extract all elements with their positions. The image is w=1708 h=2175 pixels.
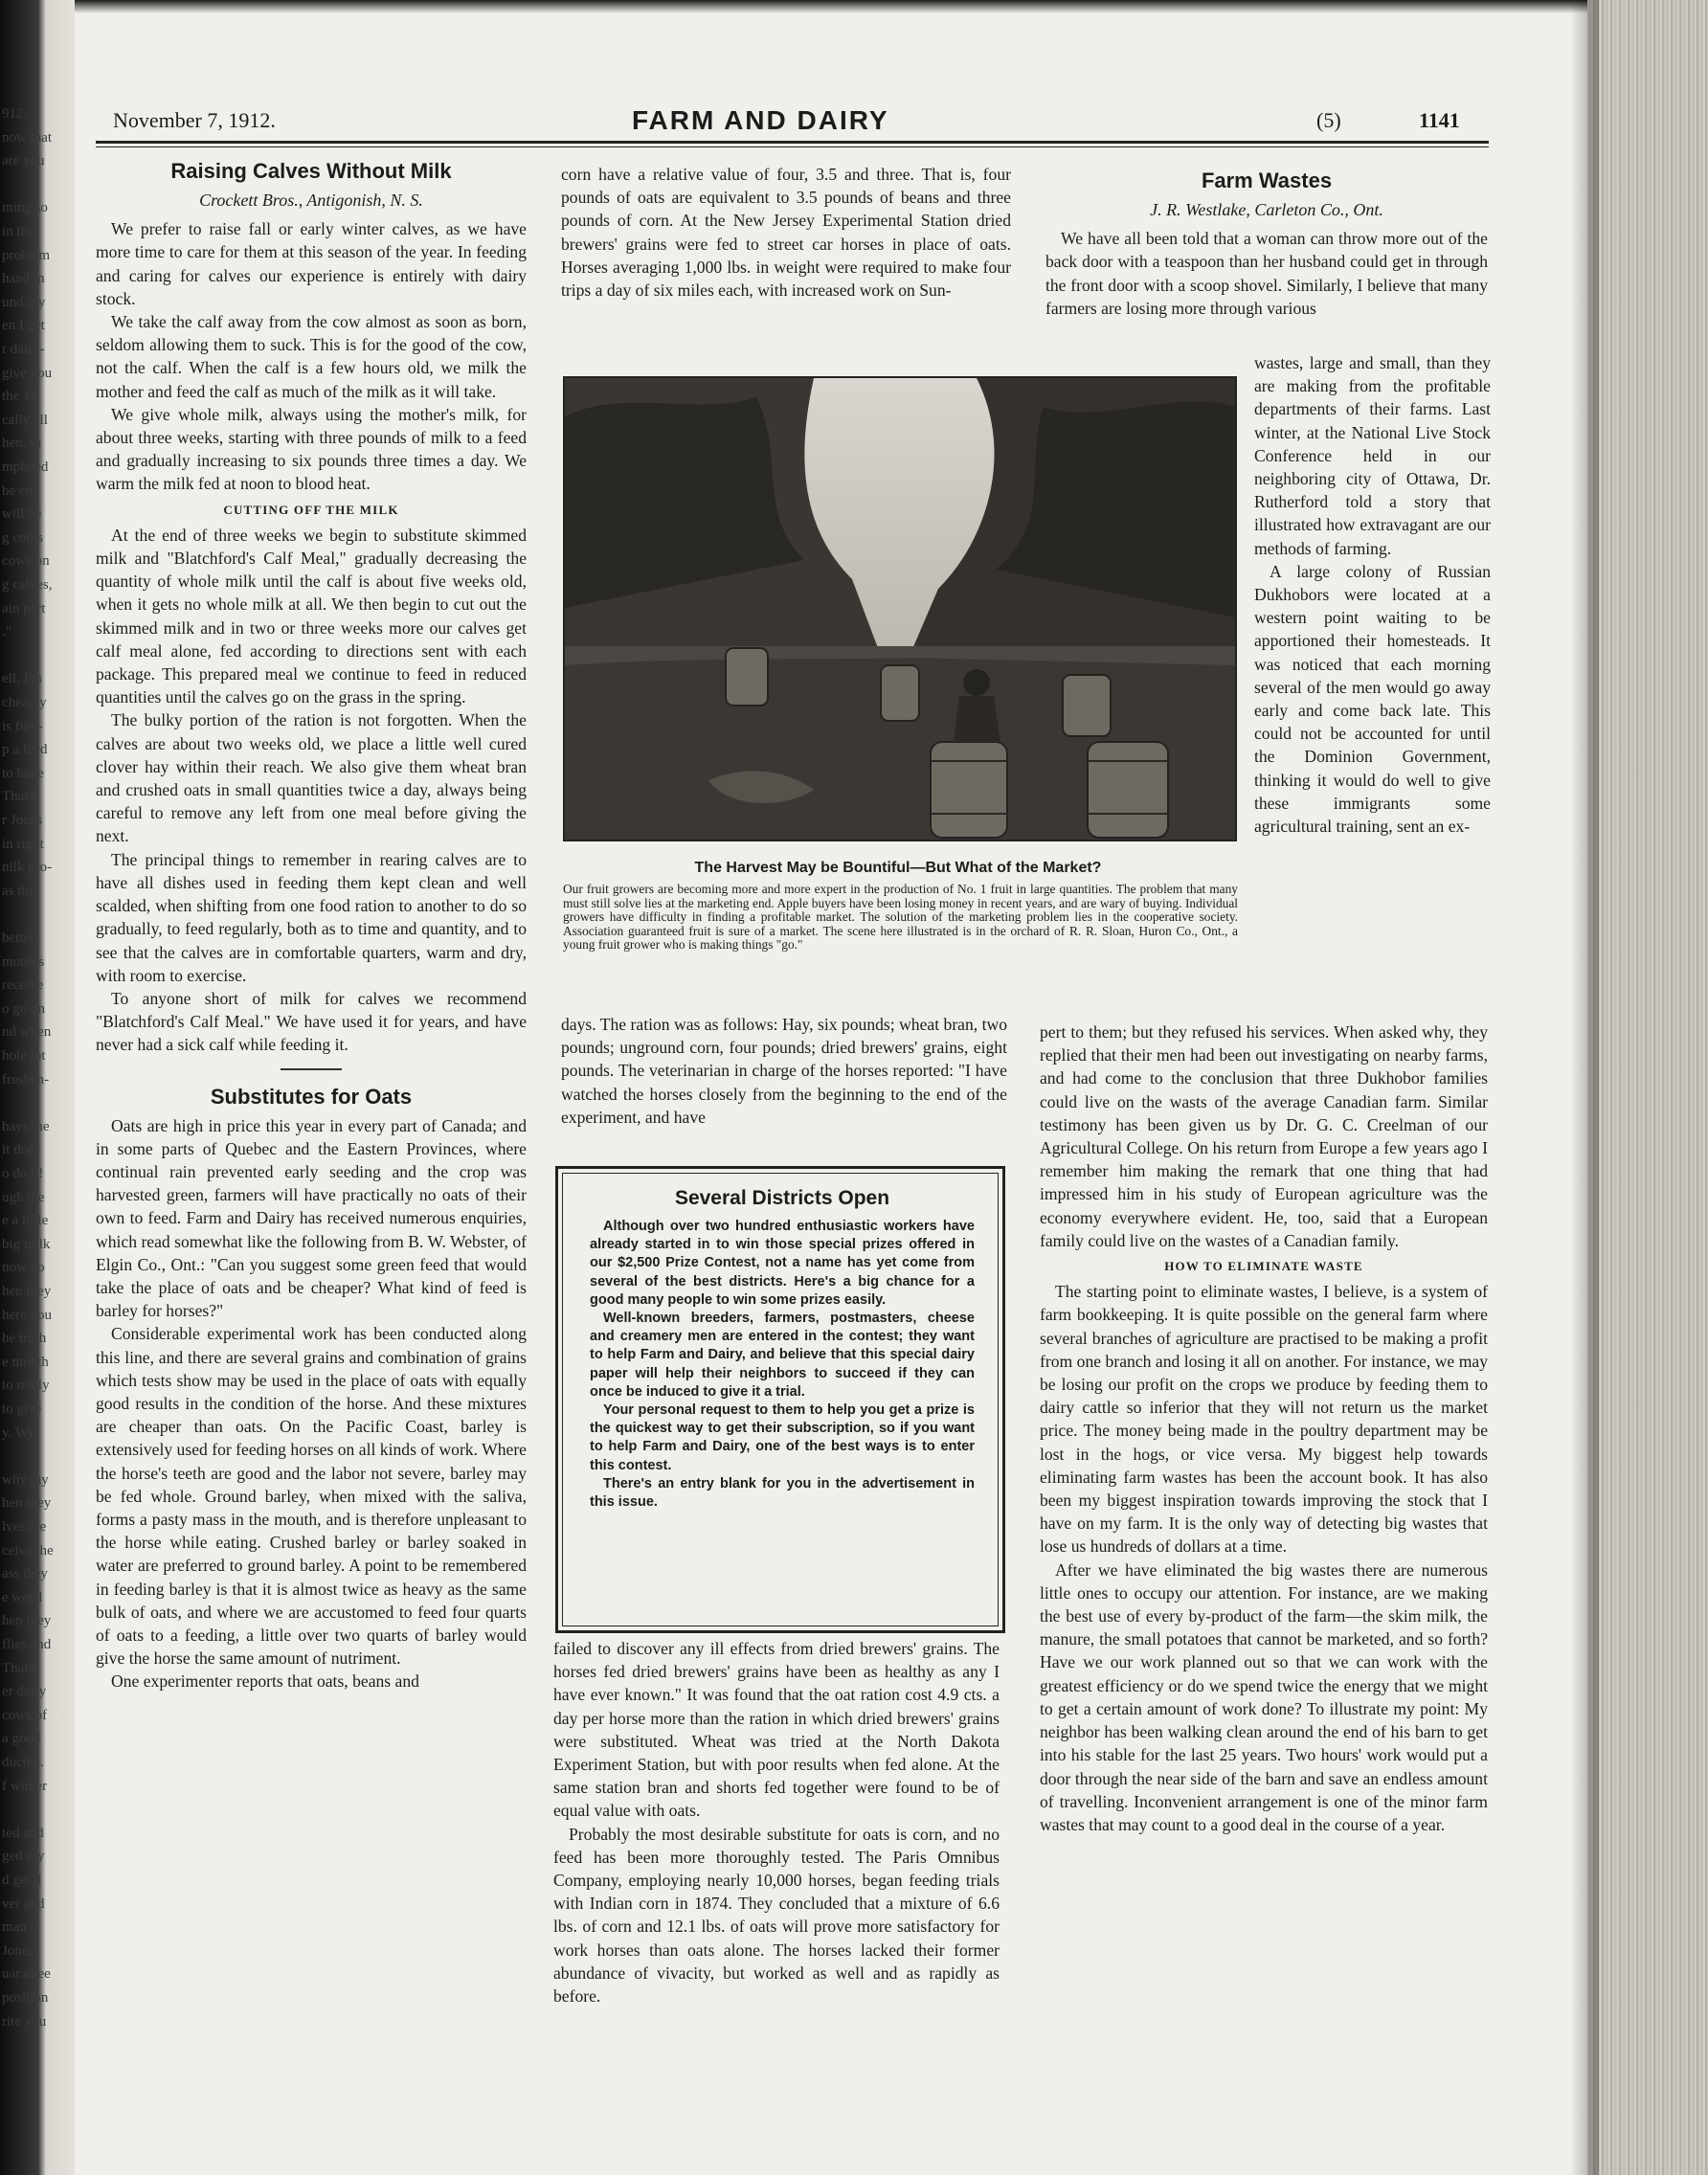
paragraph: The starting point to eliminate wastes, I believe, is a system of farm bookkeeping. It is quite possible on the general farm where several branches of agriculture are practised to be making a profit from one branch and losing it all on another. For instance, we may be losing our profit on the crops we produce by feeding them to dairy cattle so inferior that they will not return us the market price. The money being made in the poultry department may be lost in the hogs, or vice versa. My biggest help towards eliminating farm wastes has been the account book. It has also been my biggest inspiration towards improving the stock that I have on my farm. It is the only way of detecting big wastes that lose us hundreds of dollars at a time. [1040,1282,1488,1557]
margin-fragment: d get d [2,1872,41,1888]
scan-top-shadow [75,0,1587,13]
margin-fragment: are you [2,153,45,169]
margin-fragment: here you [2,1307,53,1323]
margin-fragment: o do it! [2,1166,44,1181]
article-body-calves-part1 [96,217,527,495]
margin-fragment: ducted. [2,1755,44,1770]
column-middle-top [561,163,1011,302]
margin-fragment: will be [2,506,42,523]
article-body-oats [96,1114,527,1693]
margin-fragment: hen they [2,1495,52,1512]
margin-fragment: g calves, [2,577,53,593]
margin-fragment: problem [2,247,50,263]
margin-fragment: lves are [2,1519,47,1535]
prize-contest-title: Several Districts Open [674,1187,890,1209]
paragraph: We take the calf away from the cow almost as soon as born, seldom allowing them to suck. This is for the good of the cow, not the calf. When the calf is a few hours old, we milk the mother and feed the calf as much of the milk as it will take. [96,312,527,401]
margin-fragment: cally all [2,412,48,428]
column-middle-mid [561,1013,1007,1129]
paragraph: failed to discover any ill effects from dried brewers' grains. The horses fed dried brewers' grains have been as healthy as any I have ever known." It was found that the oat ration cost 4.9 cts. a day per horse more than the ration in which dried brewers' grains were substituted. Wheat was tried at the North Dakota Experiment Station, but with poor results when fed alone. At the same station bran and shorts fed together were found to be of equal value with oats. [553,1639,1000,1821]
masthead-title: FARM AND DAIRY [632,105,889,135]
margin-fragment: a good [2,1731,41,1747]
book-binding [1587,0,1708,2175]
promo-paragraph: Well-known breeders, farmers, postmasters, cheese and creamery men are entered in the contest; they want to help Farm and Dairy, and believe that this special dairy paper will help their neighbors to succeed if they can once be induced to give it a trial. [590,1311,975,1400]
paragraph: We give whole milk, always using the mother's milk, for about three weeks, starting with three pounds of milk to a feed and gradually increasing to six pounds three times a day. We warm the milk fed at noon to blood heat. [96,404,527,494]
promo-paragraph: There's an entry blank for you in the advertisement in this issue. [590,1475,975,1511]
section-number: (5) [1316,108,1341,132]
margin-fragment: he truth [2,1331,47,1347]
margin-fragment: p a feed [2,742,48,758]
margin-fragment: ell, I'm [2,671,42,687]
margin-fragment: ted and [2,1825,44,1841]
article-separator [281,1068,342,1070]
prize-contest-body [590,1218,975,1512]
margin-fragment: 912. [2,106,28,122]
margin-fragment: e month [2,1354,49,1370]
page-number: 1141 [1419,108,1460,132]
margin-fragment: freshen- [2,1071,50,1088]
margin-fragment: give you [2,365,53,381]
oats-continued-mid: days. The ration was as follows: Hay, six pounds; wheat bran, two pounds; unground corn, four pounds; dried brewers' grains, eight pounds. The veterinarian in charge of the horses reported: "I have watched the horses closely from the beginning to the end of the experiment, and have [561,1015,1007,1127]
margin-fragment: now that [2,129,53,146]
header-rule [96,141,1489,144]
margin-fragment: as the [2,883,35,899]
paragraph: Oats are high in price this year in every part of Canada; and in some parts of Quebec and the Eastern Provinces, where continual rain prevented early seeding and the crop was harvested green, farmers will have practically no oats of their own to feed. Farm and Dairy has received numerous enquiries, which read somewhat like the following from B. W. Webster, of Elgin Co., Ont.: "Can you suggest some green feed that would take the place of oats and be cheaper? What kind of feed is barley for horses?" [96,1115,527,1321]
margin-fragment: cows of [2,1707,48,1723]
margin-fragment: f winter [2,1778,48,1794]
paragraph: wastes, large and small, than they are making from the profitable departments of their farms. Last winter, at the National Live Stock Conference held in our neighboring city of Ottawa, Dr. Rutherford told a story that illustrated how extravagant are our methods of farming. [1254,353,1491,558]
margin-fragment: big milk [2,1236,51,1252]
margin-fragment: the 11 [2,389,37,405]
margin-fragment: months [2,953,45,970]
margin-fragment: ceive the [2,1542,54,1558]
margin-fragment: ." [2,624,11,640]
wastes-continued: pert to them; but they refused his services. When asked why, they replied that their men had been out investigating on nearby farms, and had come to the conclusion that three Dukhobor families could live on the wasts of the average Canadian farm. Similar testimony has been given us by Dr. G. C. Creelman of our Agricultural College. On his return from Europe a few years ago I remember him making the remark that one thing that had impressed him in his study of European agriculture was the economy everywhere evident. He, too, said that a European family could live on the wastes of a Canadian family. [1040,1022,1488,1250]
margin-fragment: to really [2,1378,50,1394]
margin-fragment: hen they [2,1284,52,1299]
margin-fragment: why my [2,1471,49,1488]
margin-fragment: r Jones [2,813,43,828]
subhead-cutting-milk: CUTTING OFF THE MILK [223,502,399,517]
margin-fragment: g coms [2,529,43,546]
column-right-bottom [1040,1020,1488,1836]
margin-fragment: und my [2,294,46,310]
binding-shadow [1570,0,1599,2175]
margin-fragment: is first- [2,718,43,734]
promo-paragraph: Your personal request to them to help you get a prize is the quickest way to get their subscription, so if you want to help Farm and Dairy, one of the best ways is to enter this contest. [590,1402,975,1473]
margin-fragment: ming so [2,200,48,216]
paragraph: Considerable experimental work has been conducted along this line, and there are several grains and combination of grains which tests show may be used in the place of oats with equally good results in the condition of the horse. And these mixtures are cheaper than oats. On the Pacific Coast, barley is extensively used for feeding horses on all kinds of work. Where the horse's teeth are good and the labor not severe, barley may be fed whole. Ground barley, when mixed with the saliva, forms a pasty mass in the mouth, and is therefore unpleasant to the horse while eating. Crushed barley or barley soaked in water are preferred to ground barley. A point to be remembered in feeding barley is that it is almost twice as heavy as the same bulk of oats, and where we are accustomed to feed four quarts of oats to a feeding, a little over two quarts of barley would give the horse the same amount of nutriment. [96,1324,527,1669]
margin-fragment: Jones [2,1942,34,1959]
margin-fragment: in the [2,224,34,239]
wastes-lead-paragraph: We have all been told that a woman can throw more out of the back door with a teaspoon than her husband could get in through the front door with a scoop shovel. Similarly, I believe that many farmers are losing more through various [1045,229,1488,318]
margin-fragment: y. Wy. [2,1424,38,1441]
wastes-body [1040,1280,1488,1836]
margin-fragment: it does [2,1142,40,1158]
margin-fragment: be en- [2,482,38,499]
previous-page-strip [0,0,57,2175]
margin-fragment: e a little [2,1213,49,1229]
column-middle-bottom [553,1637,1000,2007]
margin-fragment: receive [2,977,44,994]
oats-continued-top: corn have a relative value of four, 3.5 and three. That is, four pounds of oats are equivalent to 3.5 pounds of beans and three pounds of corn. At the New Jersey Experimental Station dried brewers' grains were fed to street car horses in place of oats. Horses averaging 1,000 lbs. in weight were required to make four trips a day of six miles each, with increased work on Sun- [561,165,1011,301]
margin-fragment: er dairy [2,1684,47,1700]
margin-fragment: nd when [2,1024,52,1041]
prize-contest-inner [562,1173,999,1626]
margin-fragment: cheaply [2,695,47,710]
photo-caption-text: Our fruit growers are becoming more and more expert in the production of No. 1 fruit in large quantities. The problem that many must still solve lies at the marketing end. Apple buyers have been losing money in recent years, and are wary of buying. Individual growers have difficulty in finding a profitable market. The solution of the marketing problem lies in the cooperative society. Association guaranteed fruit is sure of a market. The scene here illustrated is in the orchard of R. R. Sloan, Huron Co., Ont., a young fruit grower who is making things "go." [563,882,1238,953]
paragraph: After we have eliminated the big wastes there are numerous little ones to occupy our attention. For instance, are we making the best use of every by-product of the farm—the skim milk, the manure, the small potatoes that cannot be marketed, and so forth? Have we our work planned out so that we can work with the greatest efficiency or do we spend twice the energy that we might to get a certain amount of work done? To illustrate my point: My neighbor has been walking clean around the end of his barn to get into his stable for the last 25 years. Two hours' work would put a door through the near side of the barn and save an endless amount of travelling. Inconvenient arrangement is one of the minor farm wastes that may count to a good deal in the course of a year. [1040,1559,1488,1834]
article-body-calves-part2 [96,524,527,1057]
paragraph: At the end of three weeks we begin to substitute skimmed milk and "Blatchford's Calf Meal," gradually decreasing the quantity of whole milk until the calf is about five weeks old, when it gets no whole milk at all. We then begin to cut out the skimmed milk and in two or three weeks more our calves get calf meal alone, fed according to directions sent with each package. This prepared meal we continue to feed in reduced quantities until the calves go on the grass in the spring. [96,525,527,707]
column-left [96,158,527,1693]
margin-fragment: rite you [2,2013,47,2029]
margin-fragment: better [2,931,35,946]
paragraph: The principal things to remember in rearing calves are to have all dishes used in feeding them kept clean and well scalded, when shifting from one food ration to another to do so gradually, to feed regularly, both as to time and quantity, and to see that the calves are in comfortable quarters, warm and dry, with room to exercise. [96,849,527,985]
paragraph: A large colony of Russian Dukhobors were located at a western point waiting to be apportioned their homesteads. It was noticed that each morning several of the men would go away early and come back late. This could not be accounted for until the Dominion Government, thinking it would do well to give these immigrants some agricultural training, sent an ex- [1254,561,1491,837]
margin-fragment: hen, in [2,436,41,452]
margin-fragment: ass they [2,1566,48,1582]
margin-fragment: hole lot [2,1048,46,1064]
paragraph: To anyone short of milk for calves we recommend "Blatchford's Calf Meal." We have used it for years, and have never had a sick calf while feeding it. [96,988,527,1055]
prize-contest-box [555,1166,1005,1633]
paragraph: The bulky portion of the ration is not forgotten. When the calves are about two weeks old, we place a little well cured clover hay within their reach. We also give them wheat bran and crushed oats in small quantities twice a day, always being careful to remove any left from one meal before giving the next. [96,710,527,846]
margin-fragment: en I get [2,318,45,334]
promo-paragraph: Although over two hundred enthusiastic workers have already started in to win those special prizes offered in our $2,500 Prize Contest, not a name has yet come from several of the best districts. Here's a big chance for a good many people to win some prizes easily. [590,1219,975,1308]
margin-fragment: hand in [2,271,45,287]
margin-fragment: nilk pro- [2,860,53,876]
margin-fragment: bays me [2,1118,50,1134]
column-right-narrow [1254,351,1491,838]
margin-fragment: ged my [2,1849,45,1865]
margin-fragment: That's [2,1660,37,1676]
margin-fragment: to give [2,1401,42,1417]
header-rule-thin [96,146,1489,147]
issue-date: November 7, 1912. [113,108,276,132]
paragraph: Probably the most desirable substitute for oats is corn, and no feed has been more thoroughly tested. The Paris Omnibus Company, employing nearly 10,000 horses, began feeding trials with Indian corn in 1874. They concluded that a mixture of 6.6 lbs. of corn and 12.1 lbs. of oats will prove more satisfactory for work horses than oats alone. The horses lacked their former abundance of vivacity, but worked as well and as rapidly as before. [553,1824,1000,2007]
article-title-calves: Raising Calves Without Milk [170,159,452,183]
margin-fragment: ver and [2,1895,45,1912]
margin-fragment: uarantee [2,1966,51,1983]
margin-fragment: mpleted [2,460,49,475]
article-title-oats: Substitutes for Oats [210,1084,413,1109]
margin-fragment: e weed [2,1589,43,1605]
margin-fragment: ugh the [2,1189,45,1205]
margin-fragment: man b [2,1919,38,1936]
subhead-eliminate-waste: HOW TO ELIMINATE WASTE [1164,1259,1363,1274]
article-byline-wastes: J. R. Westlake, Carleton Co., Ont. [1150,200,1383,219]
paragraph: We prefer to raise fall or early winter calves, as we have more time to care for them at this season of the year. In feeding and caring for calves our experience is entirely with dairy stock. [96,219,527,308]
column-right-top [1045,168,1488,320]
margin-fragment: position [2,1990,49,2006]
margin-fragment: cows on [2,553,50,570]
margin-fragment: to have [2,765,44,781]
margin-fragment: o go on [2,1000,45,1017]
orchard-photo [563,376,1237,841]
article-title-wastes: Farm Wastes [1201,168,1333,192]
margin-fragment: That's [2,789,37,805]
margin-fragment: ain part [2,600,46,617]
article-byline-calves: Crockett Bros., Antigonish, N. S. [199,191,423,210]
margin-fragment: now do [2,1260,45,1276]
margin-fragment: hen they [2,1613,52,1629]
photo-caption-title: The Harvest May be Bountiful—But What of the Market? [694,860,1102,876]
paragraph: One experimenter reports that oats, beans and [111,1671,419,1692]
margin-fragment: r dairy- [2,342,45,357]
margin-fragment: flies and [2,1637,52,1652]
margin-fragment: in right [2,836,44,852]
